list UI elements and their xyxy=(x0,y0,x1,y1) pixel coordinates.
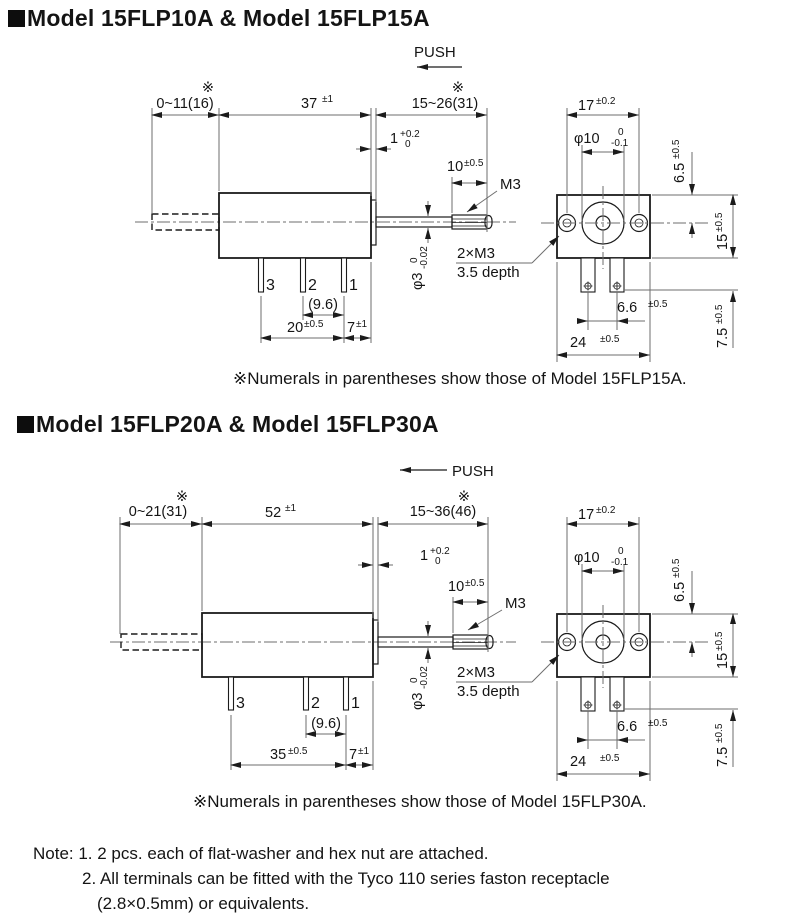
side-view-dimensions xyxy=(120,489,559,770)
shaft-dia-tol-lower: -0.02 xyxy=(419,666,430,689)
pin-span-tol: ±0.5 xyxy=(304,319,324,330)
ref-mark: ※ xyxy=(457,489,471,505)
body-height-dim: 15 xyxy=(715,233,731,250)
pin-pitch-dim: (9.6) xyxy=(311,716,341,732)
shaft-dia-dim-label xyxy=(409,246,430,290)
boss-dia-tol-upper: 0 xyxy=(618,546,624,557)
body-length-tol: ±1 xyxy=(285,503,297,514)
thread-spec-label: M3 xyxy=(505,595,526,612)
terminal-pitch-dim: 6.6 xyxy=(617,300,638,316)
shaft-dia-tol-lower: -0.02 xyxy=(419,246,430,269)
shaft-dia-tol-upper: 0 xyxy=(409,257,420,263)
body-width-dim: 24 xyxy=(570,754,587,770)
stroke-range-dim: 15~26(31) xyxy=(411,96,479,112)
body-height-tol: ±0.5 xyxy=(714,631,725,651)
terminal-length-dim-label xyxy=(714,304,731,348)
center-offset-tol: ±0.5 xyxy=(671,139,682,159)
terminal-length-dim: 7.5 xyxy=(715,327,731,348)
thread-length-dim: 10 xyxy=(447,159,464,175)
pin-edge-tol: ±1 xyxy=(356,319,368,330)
pin-pitch-dim: (9.6) xyxy=(308,297,338,313)
pin-edge-dim: 7 xyxy=(347,320,356,336)
center-offset-dim-label xyxy=(671,139,688,183)
boss-dia-tol-lower: -0.1 xyxy=(611,557,629,568)
tap-depth-label: 3.5 depth xyxy=(457,264,520,281)
section-title-1-text: Model 15FLP10A & Model 15FLP15A xyxy=(27,5,430,31)
stroke-range-dim: 15~36(46) xyxy=(409,504,477,520)
terminal-length-tol: ±0.5 xyxy=(714,723,725,743)
pin-edge-dim: 7 xyxy=(349,747,358,763)
body-length-dim: 37 xyxy=(301,96,318,112)
body-height-tol: ±0.5 xyxy=(714,212,725,232)
body-height-dim: 15 xyxy=(715,652,731,669)
pin-span-dim: 20 xyxy=(287,320,304,336)
side-view xyxy=(110,613,516,712)
center-offset-tol: ±0.5 xyxy=(671,558,682,578)
terminal-pitch-tol: ±0.5 xyxy=(648,299,668,310)
collar-tol-upper: +0.2 xyxy=(430,546,450,557)
body-width-tol: ±0.5 xyxy=(600,334,620,345)
shaft-dia-tol-upper: 0 xyxy=(409,677,420,683)
hole-pitch-dim: 17 xyxy=(578,507,595,523)
shaft-dia-dim: φ3 xyxy=(410,692,426,710)
tap-spec-label: 2×M3 xyxy=(457,664,495,681)
body-length-dim: 52 xyxy=(265,505,282,521)
center-offset-dim: 6.5 xyxy=(672,581,688,602)
body-length-tol: ±1 xyxy=(322,94,334,105)
center-offset-dim: 6.5 xyxy=(672,162,688,183)
pin-2-label: 2 xyxy=(308,277,317,294)
body-width-dim: 24 xyxy=(570,335,587,351)
push-label: PUSH xyxy=(452,463,494,480)
thread-spec-label: M3 xyxy=(500,176,521,193)
thread-length-tol: ±0.5 xyxy=(465,578,485,589)
travel-dim-label: 0~11(16) xyxy=(156,96,214,112)
side-view-dimensions xyxy=(152,80,559,343)
body-height-dim-label xyxy=(714,212,731,250)
hole-pitch-tol: ±0.2 xyxy=(596,96,616,107)
pin-2-label: 2 xyxy=(311,695,320,712)
ref-note-1: ※Numerals in parentheses show those of Model 15FLP15A. xyxy=(233,369,687,388)
body-width-tol: ±0.5 xyxy=(600,753,620,764)
body-height-dim-label xyxy=(714,631,731,669)
boss-dia-tol-lower: -0.1 xyxy=(611,138,629,149)
hole-pitch-tol: ±0.2 xyxy=(596,505,616,516)
ref-mark: ※ xyxy=(201,80,215,96)
terminal-length-tol: ±0.5 xyxy=(714,304,725,324)
collar-dim: 1 xyxy=(390,131,399,147)
pin-span-dim: 35 xyxy=(270,747,287,763)
front-view-dimensions xyxy=(557,96,738,362)
collar-dim: 1 xyxy=(420,548,429,564)
terminal-length-dim-label xyxy=(714,723,731,767)
shaft-dia-dim-label xyxy=(409,666,430,710)
ref-mark: ※ xyxy=(451,80,465,96)
pin-1-label: 1 xyxy=(349,277,358,294)
center-offset-dim-label xyxy=(671,558,688,602)
model-20a-drawing xyxy=(110,463,738,781)
pin-3-label: 3 xyxy=(236,695,245,712)
collar-tol-lower: 0 xyxy=(435,556,441,567)
footnote-line-3: (2.8×0.5mm) or equivalents. xyxy=(97,894,310,913)
terminal-pitch-tol: ±0.5 xyxy=(648,718,668,729)
section-title-2-text: Model 15FLP20A & Model 15FLP30A xyxy=(36,411,439,437)
thread-length-dim: 10 xyxy=(448,579,465,595)
boss-dia-tol-upper: 0 xyxy=(618,127,624,138)
push-label: PUSH xyxy=(414,44,456,61)
ref-note-2: ※Numerals in parentheses show those of Model 15FLP30A. xyxy=(193,792,647,811)
tap-depth-label: 3.5 depth xyxy=(457,683,520,700)
terminal-length-dim: 7.5 xyxy=(715,746,731,767)
boss-dia-dim: φ10 xyxy=(574,550,600,566)
pin-edge-tol: ±1 xyxy=(358,746,370,757)
collar-tol-lower: 0 xyxy=(405,139,411,150)
thread-length-tol: ±0.5 xyxy=(464,158,484,169)
collar-tol-upper: +0.2 xyxy=(400,129,420,140)
hole-pitch-dim: 17 xyxy=(578,98,595,114)
boss-dia-dim: φ10 xyxy=(574,131,600,147)
travel-dim-label: 0~21(31) xyxy=(128,504,188,520)
pin-3-label: 3 xyxy=(266,277,275,294)
footnote-line-1: Note: 1. 2 pcs. each of flat-washer and hex nut are attached. xyxy=(33,844,489,863)
shaft-dia-dim: φ3 xyxy=(410,272,426,290)
terminal-pitch-dim: 6.6 xyxy=(617,719,638,735)
pin-span-tol: ±0.5 xyxy=(288,746,308,757)
tap-spec-label: 2×M3 xyxy=(457,245,495,262)
footnote-line-2: 2. All terminals can be fitted with the Tyco 110 series faston receptacle xyxy=(82,869,610,888)
ref-mark: ※ xyxy=(175,489,189,505)
model-10a-drawing xyxy=(135,44,738,362)
pin-1-label: 1 xyxy=(351,695,360,712)
